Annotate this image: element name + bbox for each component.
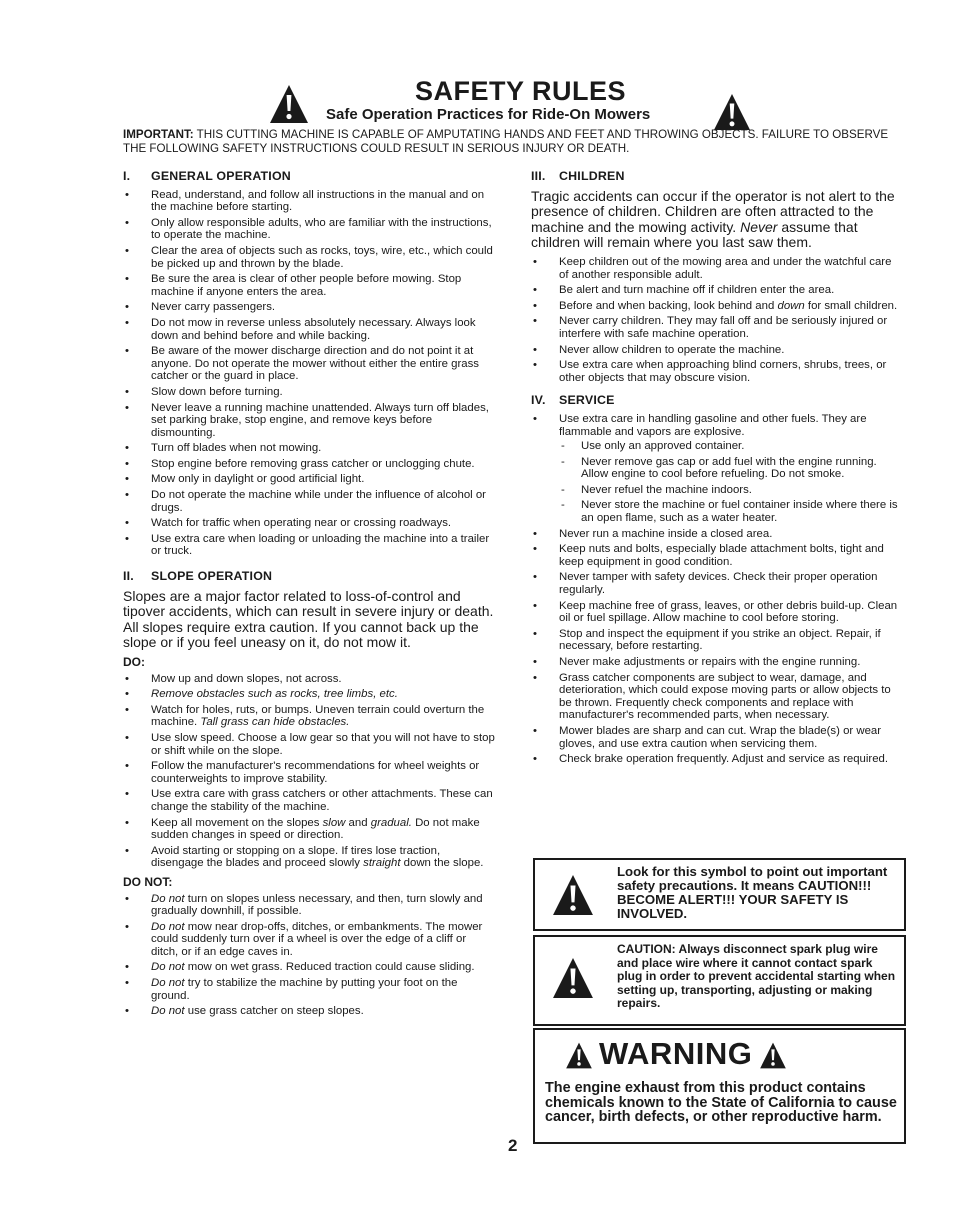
list-item: • Clear the area of objects such as rocks, toys, wire, etc., which could be picked up and thrown by the blade.	[123, 245, 495, 270]
list-item	[123, 921, 495, 959]
list-item: • Watch for traffic when operating near or crossing roadways.	[123, 517, 495, 530]
list-item: • Use slow speed. Choose a low gear so that you will not have to stop or shift while on the slope.	[123, 732, 495, 757]
italic-text: Remove obstacles such as rocks, tree limbs, etc.	[151, 688, 398, 701]
warning-box	[533, 1028, 906, 1144]
service-list	[531, 413, 904, 766]
sub-list-item: - Never refuel the machine indoors.	[559, 484, 904, 497]
list-item: • Be alert and turn machine off if children enter the area.	[531, 284, 904, 297]
do-list	[123, 673, 495, 870]
intro-text: Tragic accidents can occur if the operator is not alert to the presence of children. Children are often attracted to the machine and the mowing activity.	[531, 187, 895, 235]
list-item: • Mow up and down slopes, not across.	[123, 673, 495, 686]
warning-triangle-icon	[551, 874, 595, 916]
list-item: • Never leave a running machine unattended. Always turn off blades, set parking brake, stop engine, and remove keys before dismounting.	[123, 402, 495, 440]
italic-text: straight	[363, 857, 401, 870]
sub-list-item: - Never store the machine or fuel container inside where there is an open flame, such as a water heater.	[559, 499, 904, 524]
safety-symbol-text: Look for this symbol to point out important safety precautions. It means CAUTION!!! BECOME ALERT!!! YOUR SAFETY IS INVOLVED.	[617, 864, 888, 921]
caution-box	[533, 935, 906, 1026]
do-label: DO:	[123, 655, 145, 669]
list-item: • Use extra care when loading or unloading the machine into a trailer or truck.	[123, 533, 495, 558]
list-item: • Never tamper with safety devices. Check their proper operation regularly.	[531, 571, 904, 596]
page-title: SAFETY RULES	[415, 76, 627, 106]
section-title: SERVICE	[559, 393, 615, 408]
sub-list-item: - Never remove gas cap or add fuel with the engine running. Allow engine to cool before refueling. Do not smoke.	[559, 456, 904, 481]
section-general-heading	[123, 170, 495, 183]
italic-text: Do not	[151, 892, 185, 905]
italic-text: Do not	[151, 920, 185, 933]
list-item: • Mow only in daylight or good artificial light.	[123, 473, 495, 486]
slope-intro: Slopes are a major factor related to loss-of-control and tipover accidents, which can result in severe injury or death. All slopes require extra caution. If you cannot back up the slope or if you feel uneasy on it, do not mow it.	[123, 587, 494, 651]
donot-label: DO NOT:	[123, 874, 173, 889]
general-list	[123, 189, 495, 558]
list-item	[123, 977, 495, 1002]
list-item: • Grass catcher components are subject to wear, damage, and deterioration, which could expose moving parts or allow objects to be thrown. Frequently check components and replace with manufacturer's recommended parts, when necessary.	[531, 672, 904, 722]
warning-triangle-icon	[268, 84, 310, 124]
list-item: • Read, understand, and follow all instructions in the manual and on the machine before starting.	[123, 189, 495, 214]
list-item: • Keep nuts and bolts, especially blade attachment bolts, tight and keep equipment in good condition.	[531, 543, 904, 568]
section-slope-heading	[123, 570, 495, 583]
item-text: Use extra care in handling gasoline and other fuels. They are flammable and vapors are explosive.	[559, 412, 867, 438]
list-item: • Do not operate the machine while under the influence of alcohol or drugs.	[123, 489, 495, 514]
warning-triangle-icon	[551, 957, 595, 999]
list-item: • Only allow responsible adults, who are familiar with the instructions, to operate the machine.	[123, 217, 495, 242]
list-item: • Check brake operation frequently. Adjust and service as required.	[531, 753, 904, 766]
italic-text: slow	[322, 816, 346, 829]
list-item: • Be aware of the mower discharge direction and do not point it at anyone. Do not operate the mower without either the entire grass catcher or the guard in place.	[123, 345, 495, 383]
warning-triangle-icon	[759, 1042, 787, 1069]
list-item: • Keep machine free of grass, leaves, or other debris build-up. Clean oil or fuel spillage. Allow machine to cool before storing.	[531, 600, 904, 625]
list-item: • Stop engine before removing grass catcher or unclogging chute.	[123, 458, 495, 471]
right-column	[531, 170, 904, 769]
italic-text: Do not	[151, 977, 185, 990]
italic-text: Tall grass can hide obstacles.	[200, 716, 350, 729]
list-item: • Never carry children. They may fall off and be seriously injured or interfere with safe machine operation.	[531, 315, 904, 340]
caution-text: CAUTION: Always disconnect spark plug wire and place wire where it cannot contact spark plug in order to prevent accidental starting when setting up, transporting, adjusting or making repairs.	[617, 942, 896, 1011]
children-intro	[531, 189, 904, 251]
list-item: • Never allow children to operate the machine.	[531, 344, 904, 357]
section-children-heading	[531, 170, 904, 183]
warning-heading: WARNING	[599, 1036, 753, 1071]
list-item	[531, 300, 904, 313]
italic-text: gradual.	[370, 816, 412, 829]
section-number: IV.	[531, 393, 546, 408]
sub-list-item: - Use only an approved container.	[559, 440, 904, 453]
warning-triangle-icon	[712, 93, 752, 131]
section-number: II.	[123, 569, 134, 584]
important-label: IMPORTANT:	[123, 128, 194, 141]
section-title: CHILDREN	[559, 169, 625, 183]
donot-list	[123, 893, 495, 1018]
list-item: • Never make adjustments or repairs with the engine running.	[531, 656, 904, 669]
item-text: Watch for holes, ruts, or bumps. Uneven terrain could overturn the machine.	[151, 703, 485, 729]
italic-text: Do not	[151, 961, 185, 974]
intro-text: assume that children will remain where you last saw them.	[531, 218, 858, 251]
children-list	[531, 256, 904, 384]
section-number: I.	[123, 169, 131, 183]
item-text: mow on wet grass. Reduced traction could cause sliding.	[187, 961, 475, 974]
item-text: use grass catcher on steep slopes.	[187, 1005, 364, 1018]
item-text: try to stabilize the machine by putting your foot on the ground.	[151, 977, 458, 1002]
item-text: for small children.	[807, 299, 898, 312]
list-item	[123, 704, 495, 729]
fuel-sublist	[559, 440, 904, 525]
italic-text: Do not	[151, 1005, 185, 1018]
list-item	[123, 1005, 495, 1018]
important-notice	[123, 128, 906, 155]
italic-text: down	[777, 299, 805, 312]
list-item	[123, 688, 495, 701]
list-item: • Keep children out of the mowing area and under the watchful care of another responsible adult.	[531, 256, 904, 281]
list-item: • Mower blades are sharp and can cut. Wrap the blade(s) or wear gloves, and use extra caution when servicing them.	[531, 725, 904, 750]
list-item: • Turn off blades when not mowing.	[123, 442, 495, 455]
warning-text: The engine exhaust from this product contains chemicals known to the State of California to cause cancer, birth defects, or other reproductive harm.	[545, 1080, 897, 1126]
warning-triangle-icon	[565, 1042, 593, 1069]
list-item: • Never run a machine inside a closed area.	[531, 528, 904, 541]
safety-symbol-box	[533, 858, 906, 931]
section-number: III.	[531, 169, 546, 183]
section-title: SLOPE OPERATION	[151, 569, 273, 584]
item-text: turn on slopes unless necessary, and then, turn slowly and gradually downhill, if possible.	[151, 892, 483, 918]
list-item	[123, 893, 495, 918]
list-item: • Avoid starting or stopping on a slope. If tires lose traction, disengage the blades and proceed slowly straight down the slope.	[123, 845, 495, 870]
left-column	[123, 170, 495, 1021]
page-number: 2	[508, 1136, 518, 1155]
list-item: • Keep all movement on the slopes slow and gradual. Do not make sudden changes in speed or direction.	[123, 817, 495, 842]
important-text: THIS CUTTING MACHINE IS CAPABLE OF AMPUTATING HANDS AND FEET AND THROWING OBJECTS. FAILURE TO OBSERVE THE FOLLOWING SAFETY INSTRUCTIONS COULD RESULT IN SERIOUS INJURY OR DEATH.	[123, 128, 889, 155]
item-text: Before and when backing, look behind and	[559, 299, 775, 312]
list-item: • Do not mow in reverse unless absolutely necessary. Always look down and behind before and while backing.	[123, 317, 495, 342]
list-item	[123, 961, 495, 974]
section-service-heading	[531, 394, 904, 407]
section-title: GENERAL OPERATION	[151, 169, 291, 183]
italic-text: Never	[740, 218, 778, 235]
list-item: • Never carry passengers.	[123, 301, 495, 314]
item-text: mow near drop-offs, ditches, or embankments. The mower could suddenly turn over if a wheel is over the edge of a cliff or ditch, or if an edge caves in.	[151, 920, 483, 958]
list-item: • Follow the manufacturer's recommendations for wheel weights or counterweights to improve stability.	[123, 760, 495, 785]
list-item: • Be sure the area is clear of other people before mowing. Stop machine if anyone enters the area.	[123, 273, 495, 298]
list-item: • Use extra care when approaching blind corners, shrubs, trees, or other objects that may obscure vision.	[531, 359, 904, 384]
page-subtitle: Safe Operation Practices for Ride-On Mowers	[326, 106, 651, 123]
list-item	[531, 413, 904, 525]
list-item: • Use extra care with grass catchers or other attachments. These can change the stability of the machine.	[123, 788, 495, 813]
list-item: • Slow down before turning.	[123, 386, 495, 399]
list-item: • Stop and inspect the equipment if you strike an object. Repair, if necessary, before restarting.	[531, 628, 904, 653]
